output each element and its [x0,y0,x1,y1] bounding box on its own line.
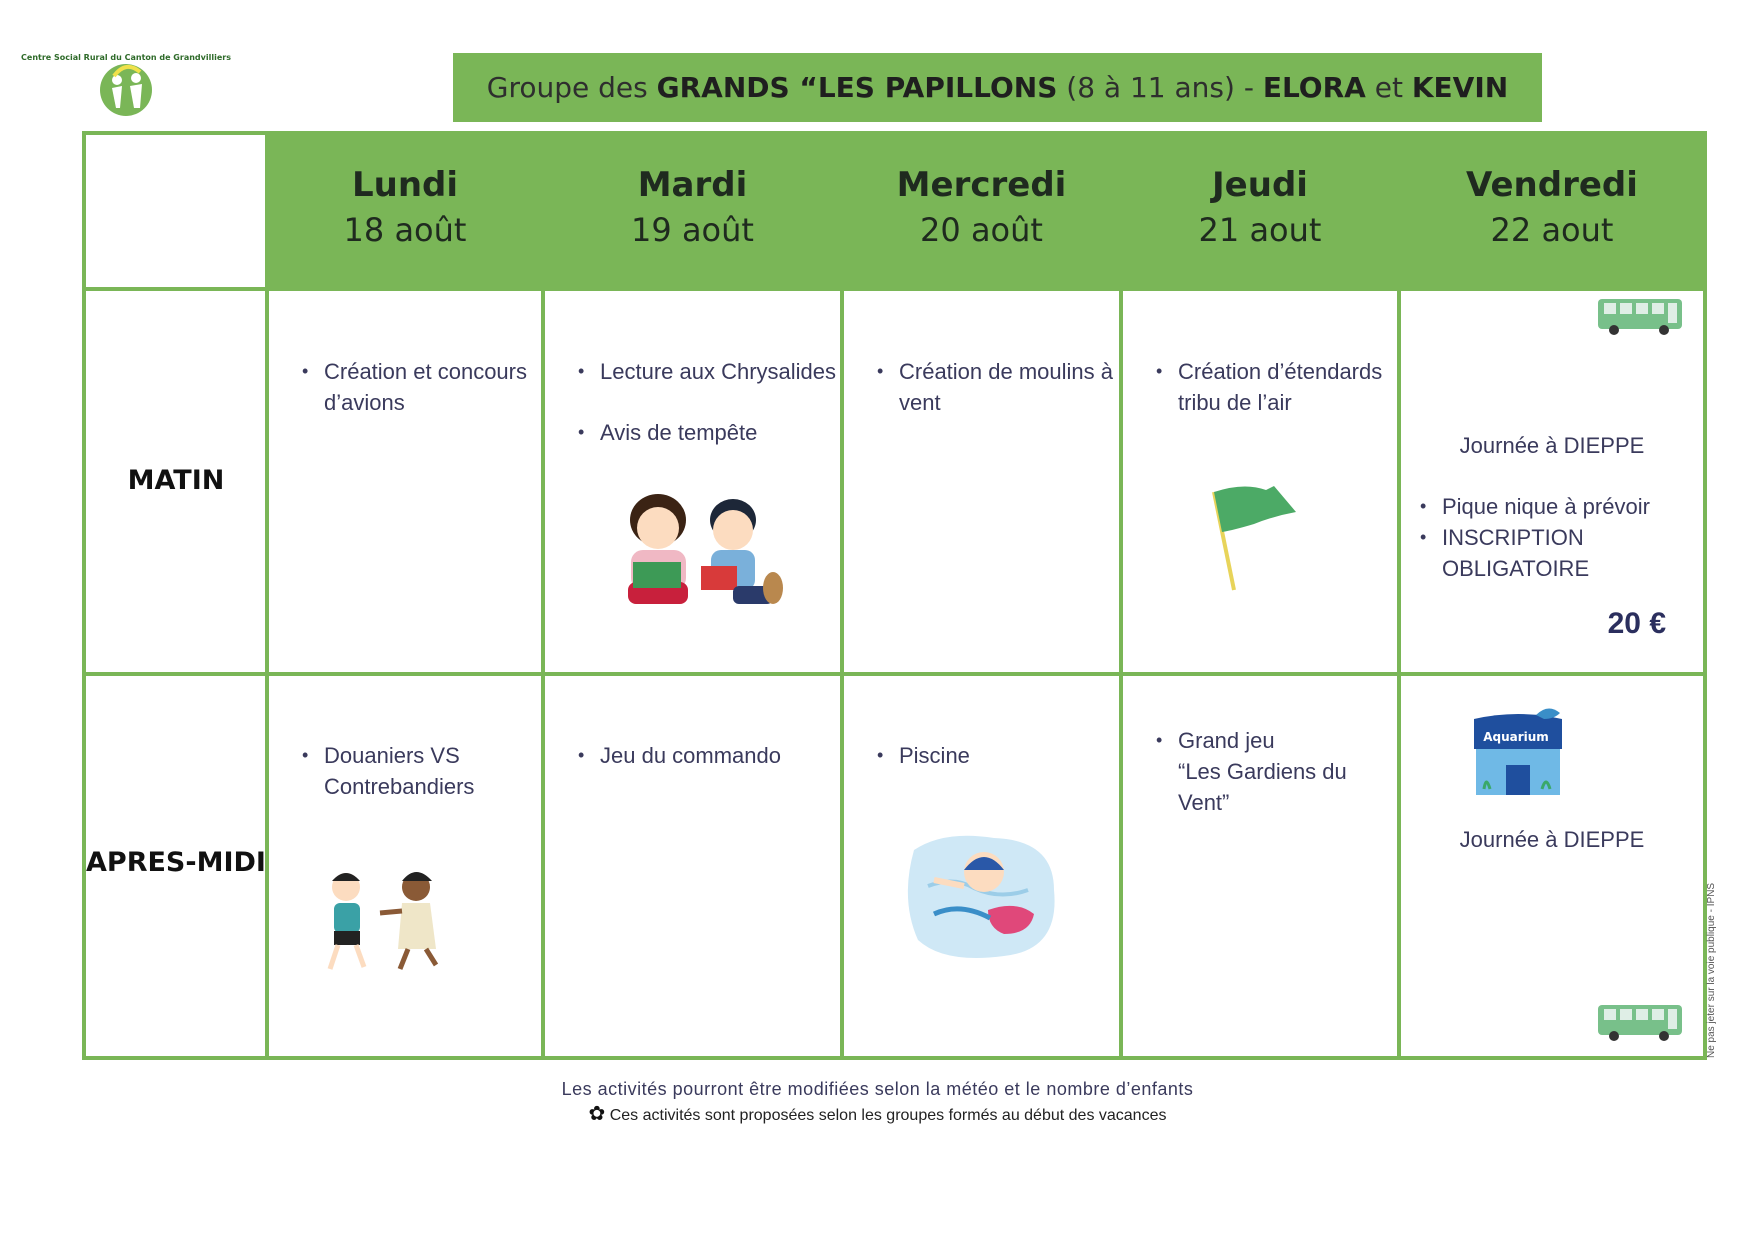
day-header-monday [269,165,541,249]
friday-afternoon-heading: Journée à DIEPPE [1459,827,1645,852]
activity-item: • Douaniers VS Contrebandiers [324,740,534,802]
cell-morning-tuesday [560,356,845,448]
activity-item: • Création et concours d’avions [324,356,534,418]
day-header-friday [1401,165,1703,249]
day-date: 20 août [920,211,1043,249]
footer-note-groups-text: Ces activités sont proposées selon les groupes formés au début des vacances [609,1107,1167,1124]
aquarium-illustration [1472,705,1568,797]
title-leader-2: KEVIN [1411,71,1509,104]
activity-item: • Création d’étendards tribu de l’air [1178,356,1400,418]
cell-morning-monday [284,356,534,418]
page-title [453,53,1542,122]
day-name: Mardi [637,165,748,205]
row-label-morning: MATIN [127,465,225,496]
logo-text: Centre Social Rural du Canton de Grandvilliers [21,53,231,62]
row-label-afternoon: APRES-MIDI [86,847,266,878]
divider [86,287,1703,291]
divider [1119,135,1123,1056]
title-leader-1: ELORA [1262,71,1366,104]
flower-icon: ✿ [588,1103,606,1125]
activity-item: • Création de moulins à vent [899,356,1121,418]
cell-morning-wednesday [859,356,1121,418]
day-name: Mercredi [896,165,1067,205]
divider [86,672,1703,676]
title-and: et [1365,71,1412,104]
day-header-thursday [1123,165,1397,249]
day-date: 22 aout [1490,211,1614,249]
day-name: Jeudi [1212,165,1308,205]
divider [265,135,269,1056]
footer-note-groups [0,1101,1755,1126]
activity-item: • Piscine [899,740,1121,771]
side-note: Ne pas jeter sur la voie publique - IPNS [1706,882,1717,1058]
flag-illustration [1204,480,1304,600]
day-name: Lundi [351,165,459,205]
activity-item: • Lecture aux Chrysalides [600,356,845,387]
price-label: 20 € [1607,607,1666,640]
cell-morning-thursday [1138,356,1400,418]
title-ages: (8 à 11 ans) - [1057,71,1263,104]
bus-icon [1596,1001,1686,1043]
divider [1397,135,1401,1056]
cell-afternoon-tuesday [560,740,845,771]
activity-item: • INSCRIPTION OBLIGATOIRE [1442,522,1692,584]
cell-afternoon-thursday [1138,725,1400,818]
title-group: GRANDS “LES PAPILLONS [656,71,1058,104]
day-date: 18 août [343,211,467,249]
cell-afternoon-wednesday [859,740,1121,771]
logo [21,50,231,128]
title-part: Groupe des [486,71,657,104]
aquarium-sign: Aquarium [1483,730,1549,744]
day-date: 21 aout [1198,211,1322,249]
day-name: Vendredi [1466,165,1638,205]
activity-item: • Jeu du commando [600,740,845,771]
bus-icon [1596,295,1686,337]
activity-item: • Avis de tempête [600,417,845,448]
reading-children-illustration [623,490,783,620]
friday-morning-heading: Journée à DIEPPE [1459,433,1645,458]
cell-afternoon-monday [284,740,534,802]
divider [840,135,844,1056]
footer-note: Les activités pourront être modifiées selon la météo et le nombre d’enfants [561,1079,1194,1099]
day-date: 19 août [631,211,754,249]
running-children-illustration [318,865,458,985]
day-header-tuesday [545,165,840,249]
swimmer-illustration [904,830,1060,964]
day-header-wednesday [844,165,1119,249]
activity-item: • Grand jeu “Les Gardiens du Vent” [1178,725,1400,818]
schedule-table [82,131,1707,1060]
activity-item: • Pique nique à prévoir [1442,491,1692,522]
cell-morning-friday [1402,491,1692,584]
divider [541,135,545,1056]
